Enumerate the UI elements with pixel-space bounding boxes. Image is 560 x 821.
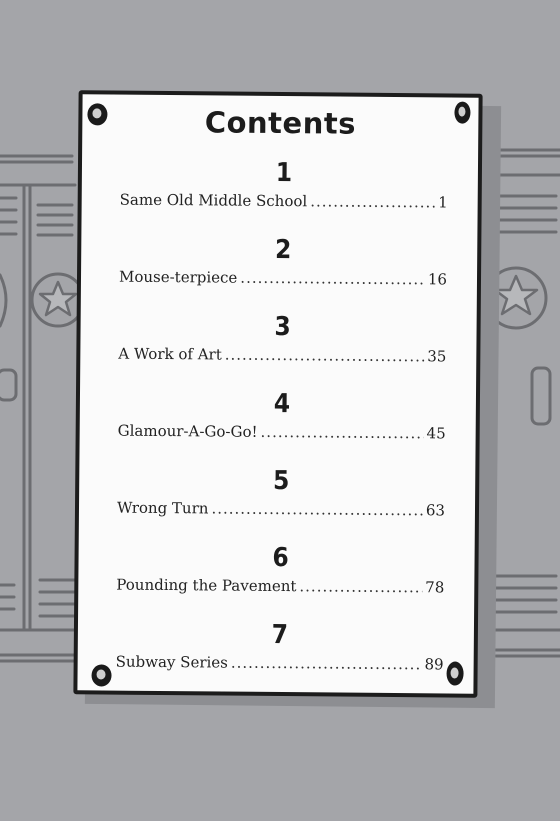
- chapter-title: Pounding the Pavement: [116, 575, 297, 596]
- chapter-entry: [117, 388, 446, 468]
- chapter-line[interactable]: [116, 576, 444, 597]
- dot-leader: [231, 654, 422, 674]
- chapter-title: A Work of Art: [118, 344, 222, 364]
- chapter-line[interactable]: [116, 653, 444, 674]
- dot-leader: [240, 269, 425, 289]
- chapter-title: Wrong Turn: [116, 498, 209, 518]
- chapter-title: Subway Series: [115, 652, 228, 672]
- dot-leader: [299, 577, 422, 596]
- chapter-entry: [116, 542, 445, 622]
- chapter-page: 35: [427, 347, 447, 366]
- dot-leader: [225, 346, 425, 366]
- chapter-line[interactable]: [118, 345, 446, 366]
- contents-sheet: [73, 90, 482, 698]
- chapter-number: 1: [275, 157, 293, 189]
- chapter-page: 89: [424, 655, 444, 674]
- chapter-entry: [119, 157, 448, 237]
- chapter-page: 45: [426, 424, 446, 443]
- chapter-entry: [117, 465, 446, 545]
- thumbtack-icon: [446, 661, 463, 685]
- chapter-entry: [115, 619, 444, 699]
- dot-leader: [260, 423, 423, 442]
- chapter-entry: [119, 234, 448, 314]
- dot-leader: [310, 192, 435, 211]
- chapter-entry: [118, 311, 447, 391]
- chapter-line[interactable]: [120, 191, 448, 212]
- chapter-title: Glamour-A-Go-Go!: [117, 421, 258, 441]
- chapter-page: 1: [438, 193, 448, 212]
- chapter-number: 5: [272, 465, 290, 497]
- chapter-line[interactable]: [117, 499, 445, 520]
- chapter-page: 63: [425, 501, 446, 520]
- chapter-number: 4: [273, 388, 291, 420]
- chapter-list: [115, 157, 448, 699]
- thumbtack-icon: [91, 664, 111, 686]
- chapter-number: 7: [271, 619, 289, 651]
- chapter-number: 6: [272, 542, 289, 574]
- chapter-number: 2: [274, 234, 292, 266]
- page-title: Contents: [204, 105, 357, 141]
- dot-leader: [211, 499, 423, 519]
- chapter-page: 78: [425, 578, 445, 597]
- chapter-page: 16: [427, 270, 448, 289]
- chapter-title: Mouse-terpiece: [118, 267, 238, 287]
- chapter-line[interactable]: [118, 422, 446, 443]
- chapter-number: 3: [274, 311, 291, 343]
- chapter-line[interactable]: [119, 268, 447, 289]
- chapter-title: Same Old Middle School: [119, 190, 308, 211]
